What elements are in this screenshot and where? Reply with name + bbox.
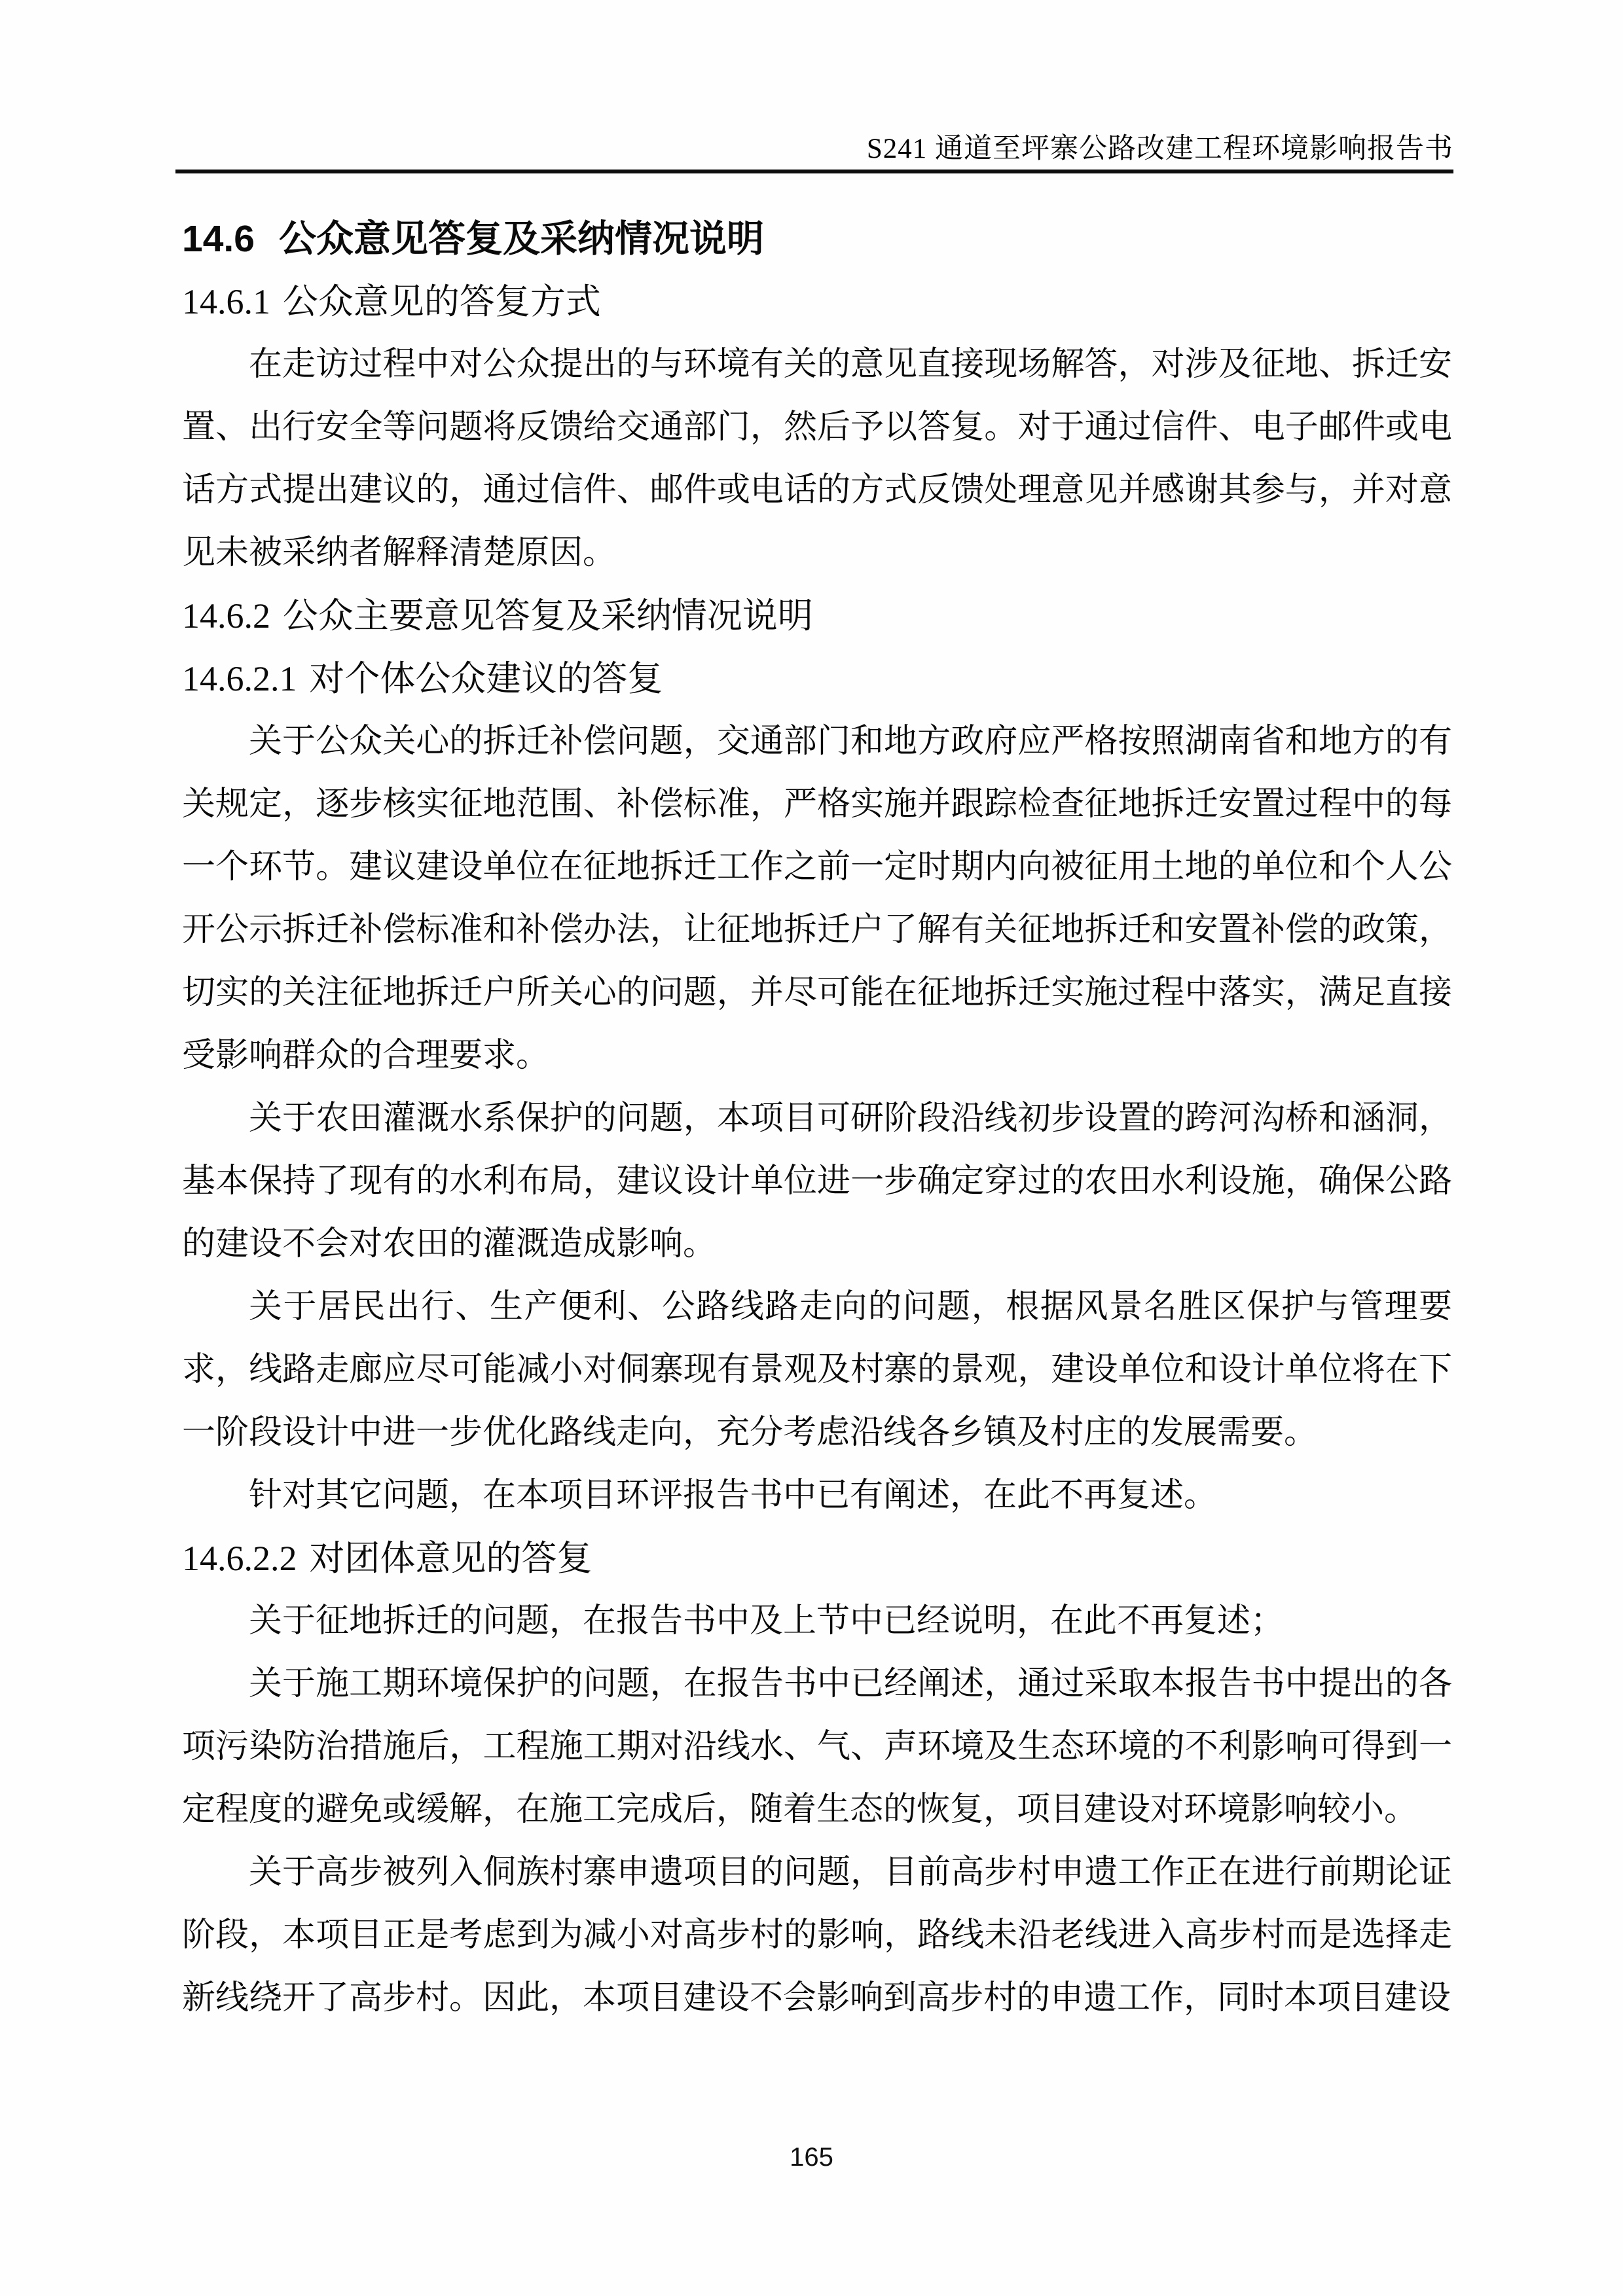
paragraph-demolition-compensation: 关于公众关心的拆迁补偿问题，交通部门和地方政府应严格按照湖南省和地方的有关规定，逐步核实征地范围、补偿标准，严格实施并跟踪检查征地拆迁安置过程中的每一个环节。建议建设单位在征地拆迁工作之前一定时期内向被征用土地的单位和个人公开公示拆迁补偿标准和补偿办法，让征地拆迁户了解有关征地拆迁和安置补偿的政策，切实的关注征地拆迁户所关心的问题，并尽可能在征地拆迁实施过程中落实，满足直接受影响群众的合理要求。 — [182, 723, 1452, 1074]
paragraph-route-alignment: 关于居民出行、生产便利、公路线路走向的问题，根据风景名胜区保护与管理要求，线路走廊应尽可能减小对侗寨现有景观及村寨的景观，建设单位和设计单位将在下一阶段设计中进一步优化路线走向，充分考虑沿线各乡镇及村庄的发展需要。 — [182, 1289, 1452, 1451]
page-number: 165 — [790, 2143, 833, 2172]
document-body — [182, 207, 1452, 2030]
section-number: 14.6.2.1 — [182, 659, 297, 698]
section-heading-14-6-2 — [182, 584, 1452, 647]
section-heading-14-6 — [182, 207, 1452, 270]
section-heading-14-6-2-2 — [182, 1527, 1452, 1590]
running-header-title: S241 通道至坪寨公路改建工程环境影响报告书 — [866, 134, 1453, 164]
paragraph-reply-method: 在走访过程中对公众提出的与环境有关的意见直接现场解答，对涉及征地、拆迁安置、出行安全等问题将反馈给交通部门，然后予以答复。对于通过信件、电子邮件或电话方式提出建议的，通过信件、邮件或电话的方式反馈处理意见并感谢其参与，并对意见未被采纳者解释清楚原因。 — [182, 346, 1452, 571]
section-number: 14.6.2.2 — [182, 1539, 297, 1578]
paragraph-heritage-application: 关于高步被列入侗族村寨申遗项目的问题，目前高步村申遗工作正在进行前期论证阶段，本项目正是考虑到为减小对高步村的影响，路线未沿老线进入高步村而是选择走新线绕开了高步村。因此，本项目建设不会影响到高步村的申遗工作，同时本项目建设 — [182, 1854, 1452, 2017]
section-number: 14.6.1 — [182, 282, 270, 321]
section-title: 公众主要意见答复及采纳情况说明 — [282, 596, 813, 636]
header-divider-line — [175, 170, 1453, 173]
section-number: 14.6 — [182, 218, 255, 260]
paragraph-irrigation-protection: 关于农田灌溉水系保护的问题，本项目可研阶段沿线初步设置的跨河沟桥和涵洞，基本保持了现有的水利布局，建议设计单位进一步确定穿过的农田水利设施，确保公路的建设不会对农田的灌溉造成影响。 — [182, 1100, 1452, 1263]
section-heading-14-6-1 — [182, 270, 1452, 333]
section-heading-14-6-2-1 — [182, 647, 1452, 710]
section-title: 对个体公众建议的答复 — [309, 659, 663, 698]
section-number: 14.6.2 — [182, 596, 270, 636]
section-title: 公众意见答复及采纳情况说明 — [279, 218, 764, 260]
paragraph-land-acquisition: 关于征地拆迁的问题，在报告书中及上节中已经说明，在此不再复述； — [249, 1603, 1285, 1640]
paragraph-other-issues: 针对其它问题，在本项目环评报告书中已有阐述，在此不再复述。 — [249, 1477, 1218, 1514]
paragraph-construction-environment: 关于施工期环境保护的问题，在报告书中已经阐述，通过采取本报告书中提出的各项污染防治措施后，工程施工期对沿线水、气、声环境及生态环境的不利影响可得到一定程度的避免或缓解，在施工完成后，随着生态的恢复，项目建设对环境影响较小。 — [182, 1666, 1452, 1828]
section-title: 公众意见的答复方式 — [282, 282, 601, 321]
section-title: 对团体意见的答复 — [309, 1539, 593, 1578]
